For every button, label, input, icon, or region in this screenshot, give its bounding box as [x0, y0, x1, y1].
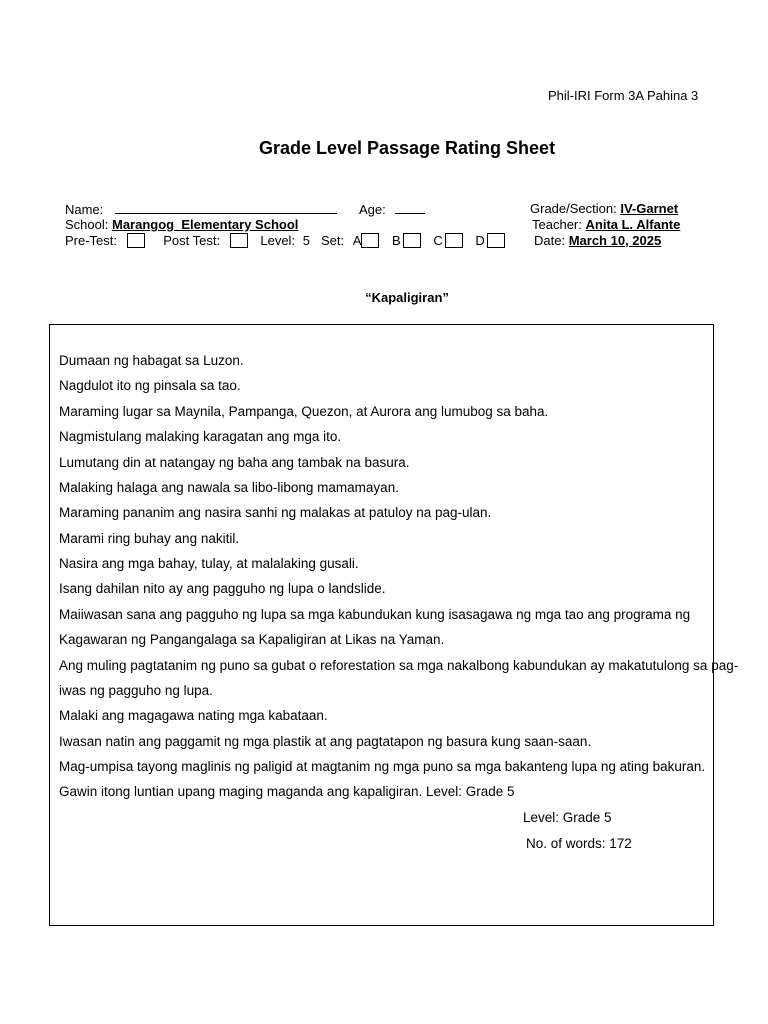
set-d-checkbox[interactable] [487, 233, 505, 248]
set-option-b-label: B [392, 233, 401, 248]
teacher-label: Teacher: [532, 217, 582, 232]
set-option-d-label: D [475, 233, 485, 248]
grade-section-field [530, 201, 678, 217]
set-option-a-label: A [352, 233, 362, 248]
posttest-checkbox[interactable] [230, 233, 248, 248]
passage-line: iwas ng pagguho ng lupa. [59, 683, 213, 698]
level-label: Level: [260, 233, 296, 248]
school-field [65, 217, 298, 233]
name-label: Name: [65, 202, 104, 217]
name-field [65, 201, 337, 218]
passage-line: Mag-umpisa tayong maglinis ng paligid at magtanim ng mga puno sa mga bakanteng lupa ng ating bakuran. [59, 759, 706, 774]
passage-box [49, 324, 739, 926]
school-label: School: [65, 217, 109, 232]
teacher-value: Anita L. Alfante [585, 217, 681, 232]
passage-line: Malaking halaga ang nawala sa libo-libong mamamayan. [59, 480, 399, 495]
set-option-c-label: C [433, 233, 443, 248]
pretest-label: Pre-Test: [65, 233, 118, 248]
name-input[interactable] [115, 201, 337, 214]
passage-line: Maraming lugar sa Maynila, Pampanga, Quezon, at Aurora ang lumubog sa baha. [59, 404, 549, 419]
school-value: Marangog Elementary School [112, 217, 299, 232]
set-label: Set: [321, 233, 345, 248]
grade-section-value: IV-Garnet [620, 201, 679, 216]
passage-line: Malaki ang magagawa nating mga kabataan. [59, 708, 328, 723]
passage-line: Nasira ang mga bahay, tulay, at malalaking gusali. [59, 556, 359, 571]
passage-line: Maiiwasan sana ang pagguho ng lupa sa mga kabundukan kung isasagawa ng mga tao ang programa ng [59, 607, 691, 622]
date-value: March 10, 2025 [568, 233, 662, 248]
teacher-field [532, 217, 680, 233]
form-code: Phil-IRI Form 3A Pahina 3 [548, 88, 699, 103]
date-label: Date: [534, 233, 566, 248]
passage-line: Iwasan natin ang paggamit ng mga plastik at ang pagtatapon ng basura kung saan-saan. [59, 734, 592, 749]
date-field [534, 233, 661, 249]
age-input[interactable] [395, 201, 425, 214]
passage-line: Lumutang din at natangay ng baha ang tambak na basura. [59, 455, 410, 470]
passage-line: Dumaan ng habagat sa Luzon. [59, 353, 244, 368]
passage-line: Kagawaran ng Pangangalaga sa Kapaligiran at Likas na Yaman. [59, 632, 445, 647]
passage-line: Gawin itong luntian upang maging maganda ang kapaligiran. Level: Grade 5 [59, 784, 515, 799]
age-label: Age: [359, 202, 386, 217]
set-a-checkbox[interactable] [361, 233, 379, 248]
level-note: Level: Grade 5 [523, 810, 612, 825]
set-c-checkbox[interactable] [445, 233, 463, 248]
passage-line: Maraming pananim ang nasira sanhi ng malakas at patuloy na pag-ulan. [59, 505, 492, 520]
age-field [359, 201, 425, 218]
posttest-label: Post Test: [163, 233, 221, 248]
page-title: Grade Level Passage Rating Sheet [258, 138, 556, 158]
story-title: “Kapaligiran” [365, 290, 449, 305]
passage-line: Marami ring buhay ang nakitil. [59, 531, 240, 546]
test-type-field [65, 233, 310, 249]
passage-line: Ang muling pagtatanim ng puno sa gubat o reforestation sa mga nakalbong kabundukan ay makatutulong sa pag- [59, 658, 739, 673]
word-count: No. of words: 172 [526, 836, 632, 851]
passage-line: Isang dahilan nito ay ang pagguho ng lupa o landslide. [59, 581, 386, 596]
pretest-checkbox[interactable] [127, 233, 145, 248]
passage-line: Nagmistulang malaking karagatan ang mga ito. [59, 429, 342, 444]
grade-section-label: Grade/Section: [530, 201, 617, 216]
passage-line: Nagdulot ito ng pinsala sa tao. [59, 378, 241, 393]
set-b-checkbox[interactable] [403, 233, 421, 248]
set-field [321, 233, 508, 249]
level-value: 5 [302, 233, 310, 248]
